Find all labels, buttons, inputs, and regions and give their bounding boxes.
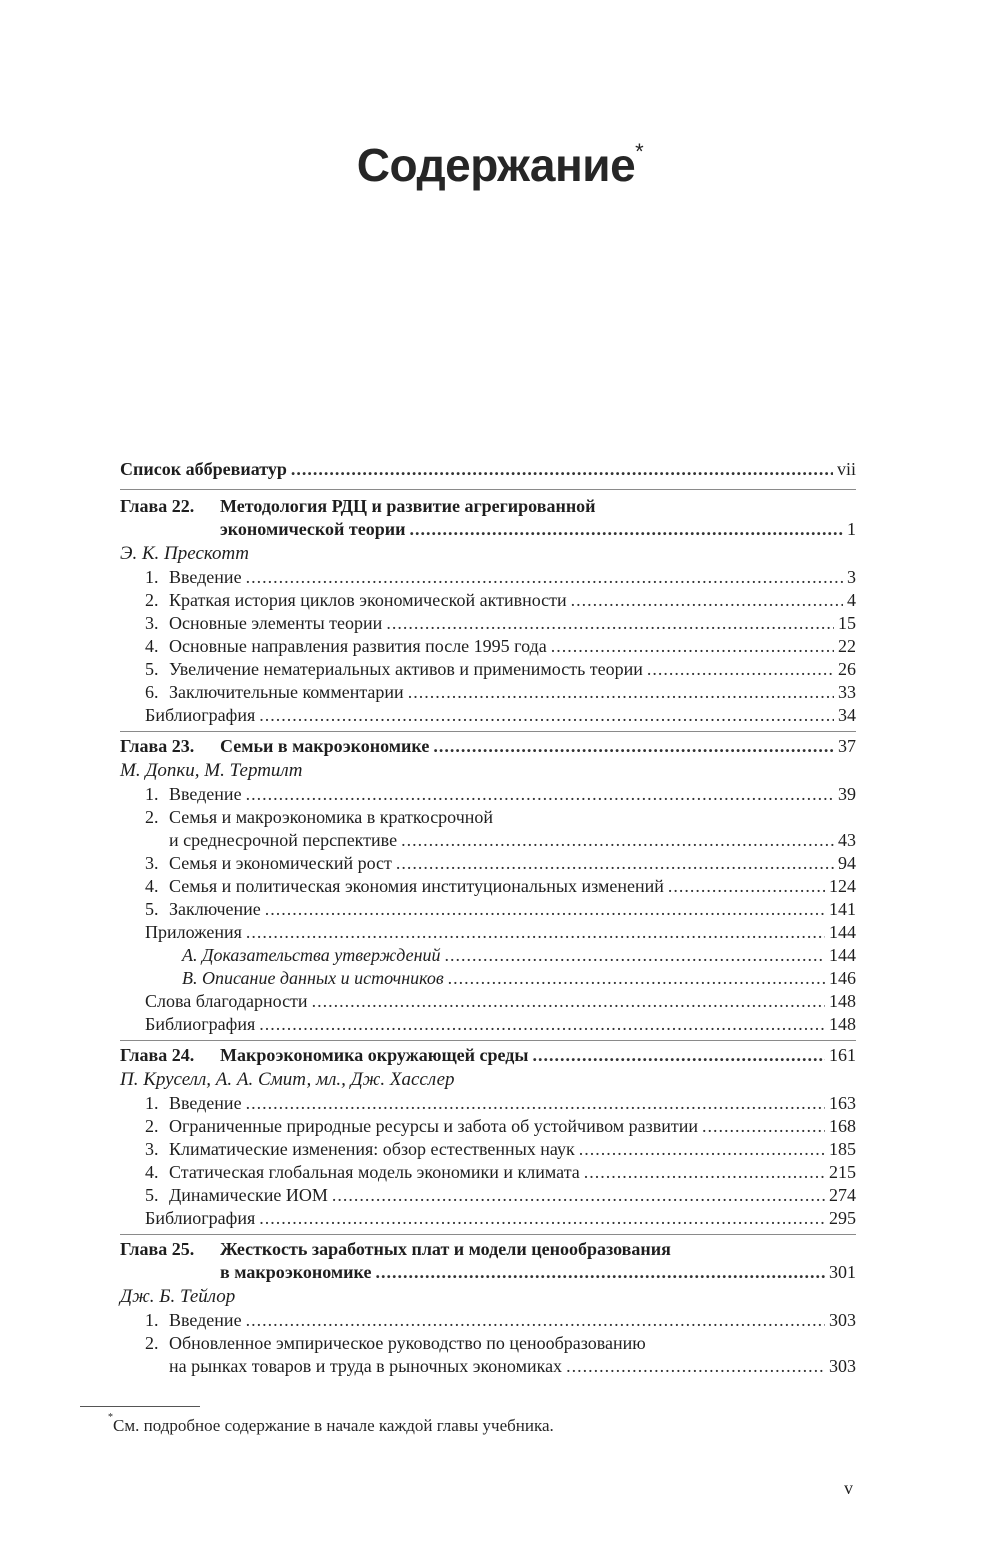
leader-dots <box>668 875 825 898</box>
toc-entry-abbreviations[interactable] <box>120 458 856 481</box>
entry-page: 303 <box>829 1310 856 1330</box>
entry-number: 4. <box>145 1162 159 1182</box>
entry-page: 1 <box>847 519 856 539</box>
page-title <box>0 138 1000 192</box>
divider <box>120 731 856 732</box>
footnote-separator <box>80 1406 200 1407</box>
entry-label: А. Доказательства утверждений <box>182 945 441 965</box>
leader-dots <box>246 921 825 944</box>
chapter-title: Макроэкономика окружающей среды <box>220 1045 529 1065</box>
entry-label: Введение <box>169 784 242 804</box>
toc-entry-bibliography[interactable] <box>120 1013 856 1036</box>
toc-entry-appendices[interactable] <box>120 921 856 944</box>
leader-dots <box>551 635 834 658</box>
entry-label: В. Описание данных и источников <box>182 968 444 988</box>
entry-page: 144 <box>829 945 856 965</box>
entry-label: Список аббревиатур <box>120 459 287 479</box>
chapter-23 <box>120 735 856 1036</box>
entry-number: 4. <box>145 876 159 896</box>
entry-number: 6. <box>145 682 159 702</box>
chapter-author: Э. К. Прескотт <box>120 543 250 564</box>
chapter-22-title-line2[interactable] <box>120 518 856 541</box>
leader-dots <box>312 990 825 1013</box>
entry-page: 141 <box>829 899 856 919</box>
leader-dots <box>259 704 834 727</box>
entry-number: 1. <box>145 1310 159 1330</box>
divider <box>120 489 856 490</box>
leader-dots <box>246 1309 825 1332</box>
entry-page: 26 <box>838 659 856 679</box>
toc-entry-bibliography[interactable] <box>120 704 856 727</box>
entry-label: Библиография <box>145 1208 256 1228</box>
toc-entry-line1[interactable] <box>120 1332 856 1355</box>
footnote-mark: * <box>108 1412 113 1424</box>
entry-page: 4 <box>847 590 856 610</box>
entry-page: 144 <box>829 922 856 942</box>
entry-page: 39 <box>838 784 856 804</box>
leader-dots <box>259 1013 825 1036</box>
chapter-title-line2: экономической теории <box>220 519 406 539</box>
chapter-title-line1: Жесткость заработных плат и модели ценообразования <box>220 1239 671 1259</box>
entry-page: 168 <box>829 1116 856 1136</box>
entry-number: 1. <box>145 567 159 587</box>
entry-label: Увеличение нематериальных активов и применимость теории <box>169 659 643 679</box>
entry-label: Семья и политическая экономия институциональных изменений <box>169 876 664 896</box>
entry-number: 3. <box>145 1139 159 1159</box>
entry-page: 43 <box>838 830 856 850</box>
entry-label: и среднесрочной перспективе <box>169 830 398 850</box>
chapter-25-heading[interactable] <box>120 1238 856 1261</box>
toc-entry-appendix-a[interactable] <box>120 944 856 967</box>
entry-number: 1. <box>145 784 159 804</box>
leader-dots <box>396 852 834 875</box>
chapter-author: П. Круселл, А. А. Смит, мл., Дж. Хасслер <box>120 1069 455 1090</box>
entry-number: 2. <box>145 1333 159 1353</box>
entry-page: 161 <box>829 1045 856 1065</box>
toc-entry[interactable] <box>120 612 856 635</box>
entry-label: Климатические изменения: обзор естественных наук <box>169 1139 575 1159</box>
entry-page: 215 <box>829 1162 856 1182</box>
leader-dots <box>584 1161 825 1184</box>
leader-dots <box>579 1138 825 1161</box>
chapter-25-title-line2[interactable] <box>120 1261 856 1284</box>
leader-dots <box>246 783 834 806</box>
entry-label: Слова благодарности <box>145 991 308 1011</box>
entry-number: 1. <box>145 1093 159 1113</box>
entry-page: vii <box>836 459 856 479</box>
toc-entry[interactable] <box>120 783 856 806</box>
entry-page: 185 <box>829 1139 856 1159</box>
chapter-number: Глава 23. <box>120 736 195 756</box>
toc-entry[interactable] <box>120 1309 856 1332</box>
entry-page: 148 <box>829 991 856 1011</box>
entry-page: 15 <box>838 613 856 633</box>
chapter-23-heading[interactable] <box>120 735 856 758</box>
entry-number: 3. <box>145 853 159 873</box>
entry-page: 3 <box>847 567 856 587</box>
leader-dots <box>291 458 833 481</box>
entry-label: Заключение <box>169 899 261 919</box>
entry-number: 5. <box>145 1185 159 1205</box>
leader-dots <box>265 898 825 921</box>
leader-dots <box>332 1184 825 1207</box>
leader-dots <box>647 658 834 681</box>
toc-entry-line1[interactable] <box>120 806 856 829</box>
leader-dots <box>259 1207 825 1230</box>
chapter-number: Глава 22. <box>120 496 195 516</box>
entry-page: 303 <box>829 1356 856 1376</box>
entry-page: 34 <box>838 705 856 725</box>
entry-page: 274 <box>829 1185 856 1205</box>
leader-dots <box>246 1092 825 1115</box>
entry-page: 22 <box>838 636 856 656</box>
table-of-contents <box>120 458 856 1378</box>
toc-entry[interactable] <box>120 1138 856 1161</box>
leader-dots <box>401 829 834 852</box>
entry-label: Введение <box>169 567 242 587</box>
toc-entry[interactable] <box>120 898 856 921</box>
toc-entry[interactable] <box>120 875 856 898</box>
divider <box>120 1234 856 1235</box>
toc-entry[interactable] <box>120 852 856 875</box>
entry-page: 163 <box>829 1093 856 1113</box>
entry-label: Библиография <box>145 705 256 725</box>
leader-dots <box>571 589 843 612</box>
entry-number: 5. <box>145 659 159 679</box>
toc-entry-appendix-b[interactable] <box>120 967 856 990</box>
entry-number: 5. <box>145 899 159 919</box>
toc-entry-bibliography[interactable] <box>120 1207 856 1230</box>
entry-page: 94 <box>838 853 856 873</box>
entry-label: Семья и макроэкономика в краткосрочной <box>169 807 494 827</box>
entry-label: Библиография <box>145 1014 256 1034</box>
toc-entry-acknowledgements[interactable] <box>120 990 856 1013</box>
entry-label: Динамические ИОМ <box>169 1185 328 1205</box>
entry-number: 2. <box>145 807 159 827</box>
toc-entry-line2[interactable] <box>120 829 856 852</box>
divider <box>120 1040 856 1041</box>
leader-dots <box>375 1261 825 1284</box>
chapter-25 <box>120 1238 856 1378</box>
toc-entry[interactable] <box>120 1161 856 1184</box>
entry-label: Основные элементы теории <box>169 613 383 633</box>
entry-label: Обновленное эмпирическое руководство по ценообразованию <box>169 1333 646 1353</box>
entry-page: 146 <box>829 968 856 988</box>
leader-dots <box>386 612 834 635</box>
entry-label: на рынках товаров и труда в рыночных экономиках <box>169 1356 563 1376</box>
toc-entry-line2[interactable] <box>120 1355 856 1378</box>
leader-dots <box>433 735 834 758</box>
title-footnote-mark: * <box>635 138 644 164</box>
toc-entry[interactable] <box>120 1115 856 1138</box>
entry-number: 2. <box>145 1116 159 1136</box>
leader-dots <box>532 1044 825 1067</box>
entry-number: 3. <box>145 613 159 633</box>
entry-page: 37 <box>838 736 856 756</box>
leader-dots <box>445 944 825 967</box>
leader-dots <box>246 566 843 589</box>
page-title-text: Содержание <box>356 139 636 191</box>
chapter-24 <box>120 1044 856 1230</box>
entry-label: Краткая история циклов экономической активности <box>169 590 567 610</box>
entry-page: 295 <box>829 1208 856 1228</box>
leader-dots <box>448 967 825 990</box>
chapter-22-heading[interactable] <box>120 495 856 518</box>
entry-label: Семья и экономический рост <box>169 853 392 873</box>
entry-page: 301 <box>829 1262 856 1282</box>
chapter-title-line2: в макроэкономике <box>220 1262 372 1282</box>
leader-dots <box>702 1115 825 1138</box>
footnote-text: См. подробное содержание в начале каждой главы учебника. <box>113 1416 554 1435</box>
toc-entry[interactable] <box>120 566 856 589</box>
leader-dots <box>410 518 843 541</box>
entry-label: Заключительные комментарии <box>169 682 404 702</box>
toc-entry[interactable] <box>120 658 856 681</box>
toc-entry[interactable] <box>120 1184 856 1207</box>
entry-page: 33 <box>838 682 856 702</box>
chapter-title: Семьи в макроэкономике <box>220 736 430 756</box>
entry-label: Приложения <box>145 922 242 942</box>
entry-number: 2. <box>145 590 159 610</box>
chapter-author: М. Допки, М. Тертилт <box>120 760 303 781</box>
chapter-number: Глава 25. <box>120 1239 195 1259</box>
entry-label: Введение <box>169 1093 242 1113</box>
leader-dots <box>566 1355 825 1378</box>
entry-page: 124 <box>829 876 856 896</box>
toc-entry[interactable] <box>120 681 856 704</box>
chapter-22 <box>120 495 856 727</box>
entry-label: Основные направления развития после 1995 года <box>169 636 547 656</box>
entry-number: 4. <box>145 636 159 656</box>
entry-label: Введение <box>169 1310 242 1330</box>
footnote <box>108 1412 554 1436</box>
leader-dots <box>408 681 834 704</box>
toc-entry[interactable] <box>120 1092 856 1115</box>
toc-entry[interactable] <box>120 589 856 612</box>
toc-entry[interactable] <box>120 635 856 658</box>
page-number: v <box>844 1478 853 1498</box>
entry-label: Ограниченные природные ресурсы и забота об устойчивом развитии <box>169 1116 699 1136</box>
chapter-24-heading[interactable] <box>120 1044 856 1067</box>
chapter-number: Глава 24. <box>120 1045 195 1065</box>
chapter-title-line1: Методология РДЦ и развитие агрегированной <box>220 496 596 516</box>
entry-page: 148 <box>829 1014 856 1034</box>
entry-label: Статическая глобальная модель экономики и климата <box>169 1162 580 1182</box>
chapter-author: Дж. Б. Тейлор <box>120 1286 236 1307</box>
